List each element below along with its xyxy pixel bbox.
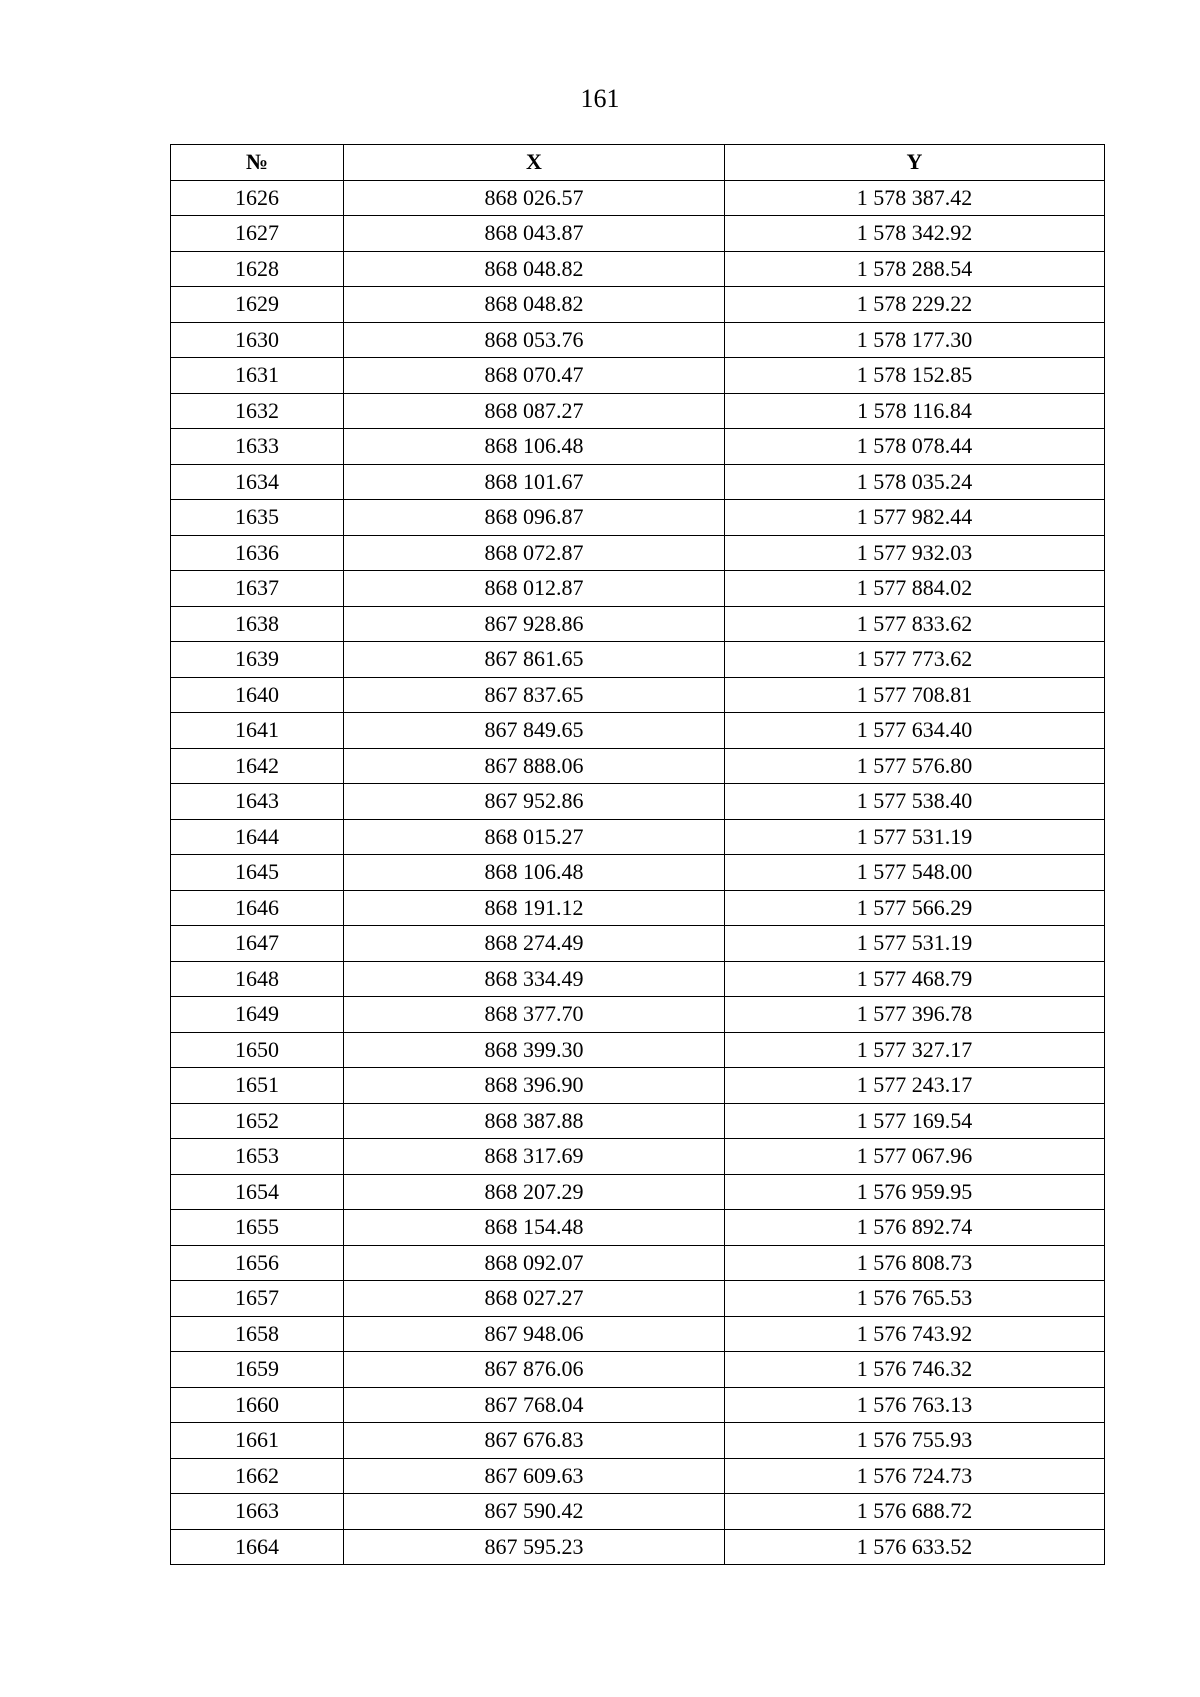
cell-y: 1 577 067.96 [725,1139,1105,1175]
table-row [171,713,1105,749]
cell-number: 1649 [171,997,344,1033]
cell-number: 1628 [171,251,344,287]
cell-x: 867 876.06 [344,1352,725,1388]
table-row [171,1494,1105,1530]
cell-y: 1 578 387.42 [725,180,1105,216]
header-row [171,145,1105,181]
cell-number: 1647 [171,926,344,962]
cell-number: 1629 [171,287,344,323]
page-number: 161 [580,84,620,113]
cell-y: 1 577 243.17 [725,1068,1105,1104]
table-row [171,1316,1105,1352]
table-header [171,145,1105,181]
table-row [171,1352,1105,1388]
coordinates-table [170,144,1105,1565]
cell-number: 1641 [171,713,344,749]
cell-y: 1 576 633.52 [725,1529,1105,1565]
cell-x: 867 849.65 [344,713,725,749]
cell-number: 1659 [171,1352,344,1388]
cell-y: 1 577 531.19 [725,926,1105,962]
table-row [171,358,1105,394]
cell-number: 1642 [171,748,344,784]
cell-y: 1 576 959.95 [725,1174,1105,1210]
cell-y: 1 576 765.53 [725,1281,1105,1317]
table-row [171,1529,1105,1565]
cell-number: 1643 [171,784,344,820]
cell-x: 867 928.86 [344,606,725,642]
cell-y: 1 577 982.44 [725,500,1105,536]
cell-x: 868 317.69 [344,1139,725,1175]
table-row [171,819,1105,855]
cell-y: 1 576 743.92 [725,1316,1105,1352]
cell-number: 1660 [171,1387,344,1423]
cell-number: 1648 [171,961,344,997]
cell-y: 1 577 576.80 [725,748,1105,784]
cell-y: 1 576 808.73 [725,1245,1105,1281]
table-row [171,322,1105,358]
cell-x: 868 101.67 [344,464,725,500]
table-row [171,677,1105,713]
cell-x: 867 948.06 [344,1316,725,1352]
cell-number: 1663 [171,1494,344,1530]
cell-y: 1 577 396.78 [725,997,1105,1033]
cell-number: 1639 [171,642,344,678]
cell-y: 1 578 116.84 [725,393,1105,429]
cell-y: 1 578 078.44 [725,429,1105,465]
cell-number: 1661 [171,1423,344,1459]
cell-number: 1626 [171,180,344,216]
cell-x: 868 387.88 [344,1103,725,1139]
cell-x: 868 072.87 [344,535,725,571]
header-number: № [171,145,344,181]
table-row [171,287,1105,323]
table-row [171,251,1105,287]
cell-y: 1 576 892.74 [725,1210,1105,1246]
table-row [171,1210,1105,1246]
cell-number: 1640 [171,677,344,713]
cell-y: 1 578 152.85 [725,358,1105,394]
cell-number: 1662 [171,1458,344,1494]
cell-number: 1664 [171,1529,344,1565]
cell-y: 1 577 634.40 [725,713,1105,749]
table-row [171,748,1105,784]
cell-number: 1630 [171,322,344,358]
cell-x: 868 015.27 [344,819,725,855]
cell-x: 867 888.06 [344,748,725,784]
cell-y: 1 577 169.54 [725,1103,1105,1139]
table-row [171,180,1105,216]
table-row [171,606,1105,642]
cell-x: 867 952.86 [344,784,725,820]
table-row [171,1032,1105,1068]
cell-x: 867 609.63 [344,1458,725,1494]
cell-y: 1 577 833.62 [725,606,1105,642]
cell-y: 1 577 327.17 [725,1032,1105,1068]
cell-x: 868 377.70 [344,997,725,1033]
table-row [171,1458,1105,1494]
table-row [171,1423,1105,1459]
cell-x: 868 026.57 [344,180,725,216]
cell-x: 868 334.49 [344,961,725,997]
cell-x: 868 048.82 [344,287,725,323]
cell-x: 868 274.49 [344,926,725,962]
table-row [171,393,1105,429]
cell-y: 1 577 538.40 [725,784,1105,820]
table-row [171,1068,1105,1104]
cell-number: 1652 [171,1103,344,1139]
cell-x: 867 590.42 [344,1494,725,1530]
cell-x: 868 043.87 [344,216,725,252]
cell-y: 1 576 688.72 [725,1494,1105,1530]
table-row [171,890,1105,926]
cell-x: 868 106.48 [344,855,725,891]
cell-number: 1646 [171,890,344,926]
cell-number: 1634 [171,464,344,500]
cell-x: 868 092.07 [344,1245,725,1281]
cell-x: 867 768.04 [344,1387,725,1423]
cell-number: 1657 [171,1281,344,1317]
table-row [171,216,1105,252]
cell-y: 1 578 177.30 [725,322,1105,358]
table-row [171,926,1105,962]
cell-number: 1632 [171,393,344,429]
cell-number: 1645 [171,855,344,891]
cell-x: 868 027.27 [344,1281,725,1317]
table-row [171,1387,1105,1423]
cell-number: 1644 [171,819,344,855]
cell-number: 1650 [171,1032,344,1068]
cell-x: 868 070.47 [344,358,725,394]
cell-x: 868 048.82 [344,251,725,287]
cell-y: 1 577 468.79 [725,961,1105,997]
cell-y: 1 576 763.13 [725,1387,1105,1423]
cell-x: 868 191.12 [344,890,725,926]
cell-y: 1 578 035.24 [725,464,1105,500]
cell-y: 1 577 566.29 [725,890,1105,926]
cell-x: 868 053.76 [344,322,725,358]
cell-x: 867 595.23 [344,1529,725,1565]
cell-y: 1 576 746.32 [725,1352,1105,1388]
cell-number: 1655 [171,1210,344,1246]
table-row [171,1245,1105,1281]
cell-y: 1 577 548.00 [725,855,1105,891]
cell-y: 1 576 755.93 [725,1423,1105,1459]
table-row [171,961,1105,997]
table-row [171,1139,1105,1175]
table-row [171,429,1105,465]
table-row [171,571,1105,607]
cell-x: 868 399.30 [344,1032,725,1068]
cell-number: 1631 [171,358,344,394]
table-row [171,1281,1105,1317]
table-row [171,642,1105,678]
cell-number: 1633 [171,429,344,465]
table-row [171,535,1105,571]
header-y: Y [725,145,1105,181]
cell-x: 868 087.27 [344,393,725,429]
cell-number: 1654 [171,1174,344,1210]
cell-number: 1656 [171,1245,344,1281]
cell-number: 1627 [171,216,344,252]
cell-number: 1637 [171,571,344,607]
cell-y: 1 577 773.62 [725,642,1105,678]
cell-y: 1 577 932.03 [725,535,1105,571]
table-row [171,464,1105,500]
cell-number: 1653 [171,1139,344,1175]
cell-number: 1651 [171,1068,344,1104]
cell-y: 1 578 288.54 [725,251,1105,287]
cell-x: 868 154.48 [344,1210,725,1246]
table-row [171,1174,1105,1210]
table-row [171,855,1105,891]
cell-x: 868 106.48 [344,429,725,465]
table-row [171,784,1105,820]
table-body [171,180,1105,1565]
cell-x: 868 396.90 [344,1068,725,1104]
table-row [171,500,1105,536]
cell-x: 867 861.65 [344,642,725,678]
header-x: X [344,145,725,181]
cell-x: 868 096.87 [344,500,725,536]
cell-y: 1 576 724.73 [725,1458,1105,1494]
table-row [171,997,1105,1033]
cell-number: 1636 [171,535,344,571]
cell-x: 867 837.65 [344,677,725,713]
cell-x: 868 207.29 [344,1174,725,1210]
cell-y: 1 577 531.19 [725,819,1105,855]
cell-number: 1658 [171,1316,344,1352]
cell-number: 1635 [171,500,344,536]
cell-number: 1638 [171,606,344,642]
cell-x: 867 676.83 [344,1423,725,1459]
cell-x: 868 012.87 [344,571,725,607]
cell-y: 1 577 884.02 [725,571,1105,607]
cell-y: 1 578 229.22 [725,287,1105,323]
cell-y: 1 578 342.92 [725,216,1105,252]
cell-y: 1 577 708.81 [725,677,1105,713]
table-row [171,1103,1105,1139]
